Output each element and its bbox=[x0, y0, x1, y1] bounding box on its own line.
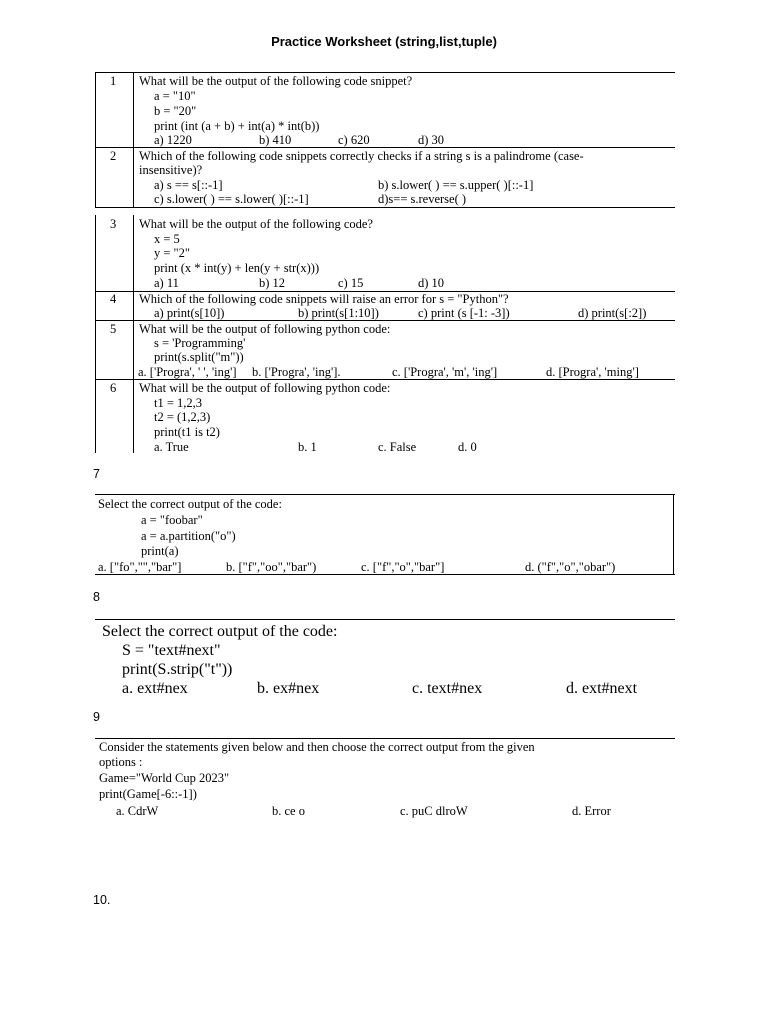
option-a: a. CdrW bbox=[116, 804, 159, 818]
question-number: 9 bbox=[93, 710, 100, 724]
code-line: print(S.strip("t")) bbox=[122, 661, 233, 678]
code-line: print (x * int(y) + len(y + str(x))) bbox=[154, 261, 320, 275]
question-text: options : bbox=[99, 755, 143, 769]
option-a: a) 1220 bbox=[154, 133, 192, 147]
option-a: a) 11 bbox=[154, 276, 179, 290]
option-a: a. ['Progra', ' ', 'ing'] bbox=[138, 365, 237, 379]
code-line: print(t1 is t2) bbox=[154, 425, 220, 439]
option-b: b. ce o bbox=[272, 804, 305, 818]
option-a: a) s == s[::-1] bbox=[154, 178, 223, 192]
option-d: d. ext#next bbox=[566, 680, 638, 697]
option-b: b) s.lower( ) == s.upper( )[::-1] bbox=[378, 178, 534, 192]
question-text: Which of the following code snippets will raise an error for s = "Python"? bbox=[139, 292, 509, 306]
question-number: 8 bbox=[93, 590, 100, 604]
code-line: S = "text#next" bbox=[122, 642, 221, 659]
question-number: 6 bbox=[110, 381, 117, 395]
option-c: c) 15 bbox=[338, 276, 364, 290]
code-line: t1 = 1,2,3 bbox=[154, 396, 203, 410]
code-line: a = "foobar" bbox=[141, 513, 203, 527]
option-d: d. Error bbox=[572, 804, 611, 818]
question-text: What will be the output of following python code: bbox=[139, 381, 391, 395]
question-text: Select the correct output of the code: bbox=[98, 497, 282, 511]
question-number: 1 bbox=[110, 74, 117, 88]
code-line: t2 = (1,2,3) bbox=[154, 410, 211, 424]
option-a: a) print(s[10]) bbox=[154, 306, 225, 320]
option-c: c. False bbox=[378, 440, 417, 454]
option-c: c) print (s [-1: -3]) bbox=[418, 306, 510, 320]
question-text: Consider the statements given below and then choose the correct output from the given bbox=[99, 740, 535, 754]
question-number: 7 bbox=[93, 467, 100, 481]
question-text: Select the correct output of the code: bbox=[102, 623, 338, 640]
option-a: a. True bbox=[154, 440, 189, 454]
question-text: What will be the output of following python code: bbox=[139, 322, 391, 336]
option-a: a. ext#nex bbox=[122, 680, 188, 697]
option-d: d)s== s.reverse( ) bbox=[378, 192, 467, 206]
code-line: print(Game[-6::-1]) bbox=[99, 787, 197, 801]
question-number: 10. bbox=[93, 893, 111, 907]
page-title: Practice Worksheet (string,list,tuple) bbox=[271, 34, 497, 49]
option-d: d. [Progra', 'ming'] bbox=[546, 365, 639, 379]
question-text: What will be the output of the following code? bbox=[139, 217, 373, 231]
option-c: c. puC dlroW bbox=[400, 804, 468, 818]
option-c: c) 620 bbox=[338, 133, 370, 147]
code-line: a = a.partition("o") bbox=[141, 529, 236, 543]
option-b: b) 12 bbox=[259, 276, 286, 290]
option-b: b) print(s[1:10]) bbox=[298, 306, 379, 320]
question-text: What will be the output of the following code snippet? bbox=[139, 74, 413, 88]
code-line: print(s.split("m")) bbox=[154, 350, 244, 364]
option-c: c. ["f","o","bar"] bbox=[361, 560, 445, 574]
option-c: c. ['Progra', 'm', 'ing'] bbox=[392, 365, 498, 379]
option-a: a. ["fo","","bar"] bbox=[98, 560, 182, 574]
option-b: b. ex#nex bbox=[257, 680, 320, 697]
option-c: c. text#nex bbox=[412, 680, 483, 697]
option-b: b. 1 bbox=[298, 440, 317, 454]
code-line: b = "20" bbox=[154, 104, 197, 118]
code-line: print (int (a + b) + int(a) * int(b)) bbox=[154, 119, 320, 133]
code-line: s = 'Programming' bbox=[154, 336, 246, 350]
option-d: d) print(s[:2]) bbox=[578, 306, 647, 320]
code-line: x = 5 bbox=[154, 232, 180, 246]
option-d: d. ("f","o","obar") bbox=[525, 560, 616, 574]
code-line: y = "2" bbox=[154, 246, 191, 260]
code-line: a = "10" bbox=[154, 89, 196, 103]
question-number: 3 bbox=[110, 217, 117, 231]
option-d: d) 10 bbox=[418, 276, 445, 290]
question-text: Which of the following code snippets correctly checks if a string s is a palindrome (case- bbox=[139, 149, 584, 163]
code-line: Game="World Cup 2023" bbox=[99, 771, 230, 785]
question-number: 5 bbox=[110, 322, 117, 336]
code-line: print(a) bbox=[141, 544, 179, 558]
option-b: b) 410 bbox=[259, 133, 292, 147]
option-d: d) 30 bbox=[418, 133, 445, 147]
question-text: insensitive)? bbox=[139, 163, 203, 177]
option-b: b. ['Progra', 'ing']. bbox=[252, 365, 341, 379]
option-d: d. 0 bbox=[458, 440, 477, 454]
question-number: 2 bbox=[110, 149, 117, 163]
option-b: b. ["f","oo","bar") bbox=[226, 560, 317, 574]
question-number: 4 bbox=[110, 292, 117, 306]
option-c: c) s.lower( ) == s.lower( )[::-1] bbox=[154, 192, 309, 206]
